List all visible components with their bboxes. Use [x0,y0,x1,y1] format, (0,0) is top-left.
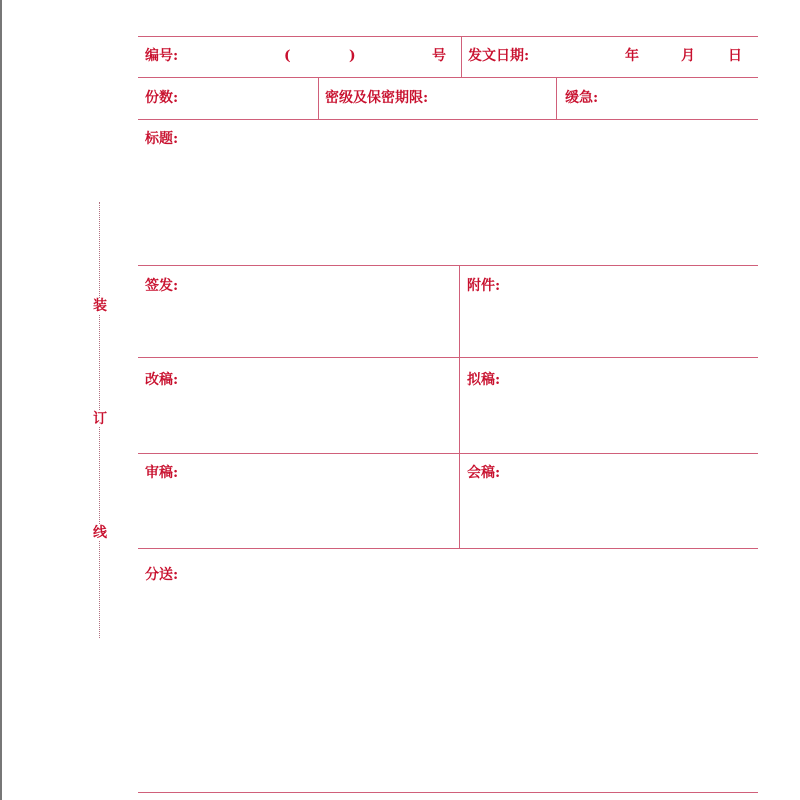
review-label: 审稿: [145,465,179,481]
rule [138,77,758,78]
binding-char: 线 [93,525,107,541]
rule [138,119,758,120]
day-label: 日 [728,48,742,64]
rule [138,453,758,454]
binding-char: 装 [93,298,107,314]
rule [138,36,758,37]
rule [138,548,758,549]
paren-close: ) [349,48,356,64]
paren-open: ( [284,48,291,64]
date-label: 发文日期: [468,48,530,64]
title-label: 标题: [145,131,179,147]
secrecy-label: 密级及保密期限: [325,90,429,106]
draft-label: 拟稿: [467,372,501,388]
divider [461,36,462,77]
hao-label: 号 [432,48,446,64]
page-edge [0,0,2,800]
divider [318,77,319,119]
rule [138,792,758,793]
countersign-label: 会稿: [467,465,501,481]
distribute-label: 分送: [145,567,179,583]
sign-label: 签发: [145,278,179,294]
divider [459,265,460,548]
revise-label: 改稿: [145,372,179,388]
rule [138,357,758,358]
rule [138,265,758,266]
urgency-label: 缓急: [565,90,599,106]
copies-label: 份数: [145,90,179,106]
divider [556,77,557,119]
month-label: 月 [681,48,695,64]
year-label: 年 [625,48,639,64]
binding-char: 订 [93,411,107,427]
attachment-label: 附件: [467,278,501,294]
number-label: 编号: [145,48,179,64]
